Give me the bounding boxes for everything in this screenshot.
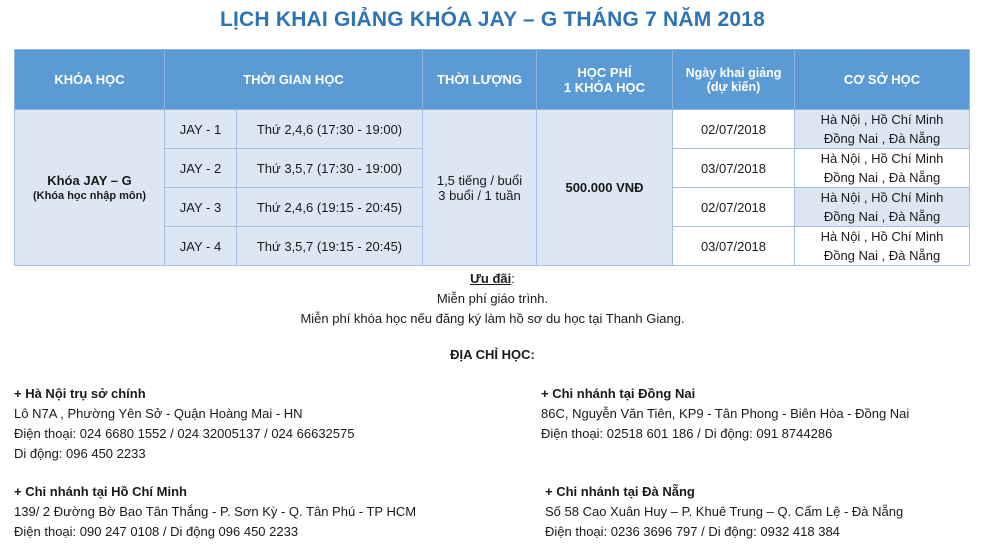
header-location: CƠ SỞ HỌC <box>795 50 970 110</box>
location-cell <box>795 149 970 188</box>
header-start-line1: Ngày khai giảng <box>685 65 782 80</box>
location-cell <box>795 188 970 227</box>
branch-address: Lô N7A , Phường Yên Sở - Quận Hoàng Mai - HN <box>14 406 303 421</box>
header-fee-line2: 1 KHÓA HỌC <box>563 79 646 95</box>
branch-danang <box>545 482 903 542</box>
branch-phone: Điện thoại: 024 6680 1552 / 024 32005137 / 024 66632575 <box>14 426 355 441</box>
duration-line1: 1,5 tiếng / buổi <box>436 172 523 188</box>
branch-name: + Hà Nội trụ sở chính <box>14 386 146 401</box>
table-row <box>15 110 970 149</box>
branch-address: 139/ 2 Đường Bờ Bao Tân Thắng - P. Sơn Kỳ - Q. Tân Phú - TP HCM <box>14 504 417 519</box>
table-header-row <box>15 50 970 110</box>
promo-line1: Miễn phí giáo trình. <box>436 291 549 306</box>
branch-mobile: Di động: 096 450 2233 <box>14 446 146 461</box>
start-date: 02/07/2018 <box>673 110 795 149</box>
class-code: JAY - 1 <box>165 110 237 149</box>
location-cell <box>795 110 970 149</box>
class-code: JAY - 3 <box>165 188 237 227</box>
header-fee-line1: HỌC PHÍ <box>577 64 632 80</box>
schedule-table <box>14 49 970 266</box>
location-line1: Hà Nội , Hồ Chí Minh <box>820 151 944 166</box>
class-code: JAY - 2 <box>165 149 237 188</box>
course-subtitle: (Khóa học nhập môn) <box>32 190 147 202</box>
location-line2: Đồng Nai , Đà Nẵng <box>823 170 941 185</box>
start-date: 02/07/2018 <box>673 188 795 227</box>
course-cell <box>15 110 165 266</box>
location-line1: Hà Nội , Hồ Chí Minh <box>820 112 944 127</box>
page-title: LỊCH KHAI GIẢNG KHÓA JAY – G THÁNG 7 NĂM 2018 <box>220 8 765 31</box>
header-time: THỜI GIAN HỌC <box>165 50 423 110</box>
location-line1: Hà Nội , Hồ Chí Minh <box>820 229 944 244</box>
header-start-line2: (dự kiến) <box>706 79 761 94</box>
header-duration: THỜI LƯỢNG <box>423 50 537 110</box>
fee-cell: 500.000 VNĐ <box>537 110 673 266</box>
location-line2: Đồng Nai , Đà Nẵng <box>823 131 941 146</box>
branch-dongnai <box>541 384 909 444</box>
location-line2: Đồng Nai , Đà Nẵng <box>823 248 941 263</box>
branch-address: Số 58 Cao Xuân Huy – P. Khuê Trung – Q. Cẩm Lệ - Đà Nẵng <box>545 504 904 519</box>
promo-heading: Ưu đãi <box>470 271 512 286</box>
address-title: ĐỊA CHỈ HỌC: <box>450 347 535 362</box>
promo-colon: : <box>511 271 515 286</box>
duration-line2: 3 buổi / 1 tuần <box>438 187 521 203</box>
class-time: Thứ 3,5,7 (19:15 - 20:45) <box>237 227 423 266</box>
start-date: 03/07/2018 <box>673 227 795 266</box>
location-line1: Hà Nội , Hồ Chí Minh <box>820 190 944 205</box>
promo-heading-line <box>0 269 985 289</box>
location-line2: Đồng Nai , Đà Nẵng <box>823 209 941 224</box>
duration-cell <box>423 110 537 266</box>
start-date: 03/07/2018 <box>673 149 795 188</box>
branch-phone: Điện thoại: 02518 601 186 / Di động: 091 8744286 <box>541 426 833 441</box>
promo-section <box>0 269 985 329</box>
class-time: Thứ 2,4,6 (19:15 - 20:45) <box>237 188 423 227</box>
class-time: Thứ 3,5,7 (17:30 - 19:00) <box>237 149 423 188</box>
class-time: Thứ 2,4,6 (17:30 - 19:00) <box>237 110 423 149</box>
branch-hanoi <box>14 384 354 464</box>
branch-hcm <box>14 482 416 542</box>
class-code: JAY - 4 <box>165 227 237 266</box>
branch-phone: Điện thoại: 090 247 0108 / Di động 096 450 2233 <box>14 524 299 539</box>
course-name: Khóa JAY – G <box>47 173 132 188</box>
header-fee <box>537 50 673 110</box>
branch-name: + Chi nhánh tại Hồ Chí Minh <box>14 484 187 499</box>
branch-address: 86C, Nguyễn Văn Tiên, KP9 - Tân Phong - Biên Hòa - Đồng Nai <box>541 406 910 421</box>
branch-name: + Chi nhánh tại Đồng Nai <box>541 386 696 401</box>
location-cell <box>795 227 970 266</box>
header-start-date <box>673 50 795 110</box>
branch-name: + Chi nhánh tại Đà Nẵng <box>545 484 695 499</box>
header-course: KHÓA HỌC <box>15 50 165 110</box>
promo-line2: Miễn phí khóa học nếu đăng ký làm hồ sơ du học tại Thanh Giang. <box>300 311 685 326</box>
branch-phone: Điện thoại: 0236 3696 797 / Di động: 0932 418 384 <box>545 524 840 539</box>
